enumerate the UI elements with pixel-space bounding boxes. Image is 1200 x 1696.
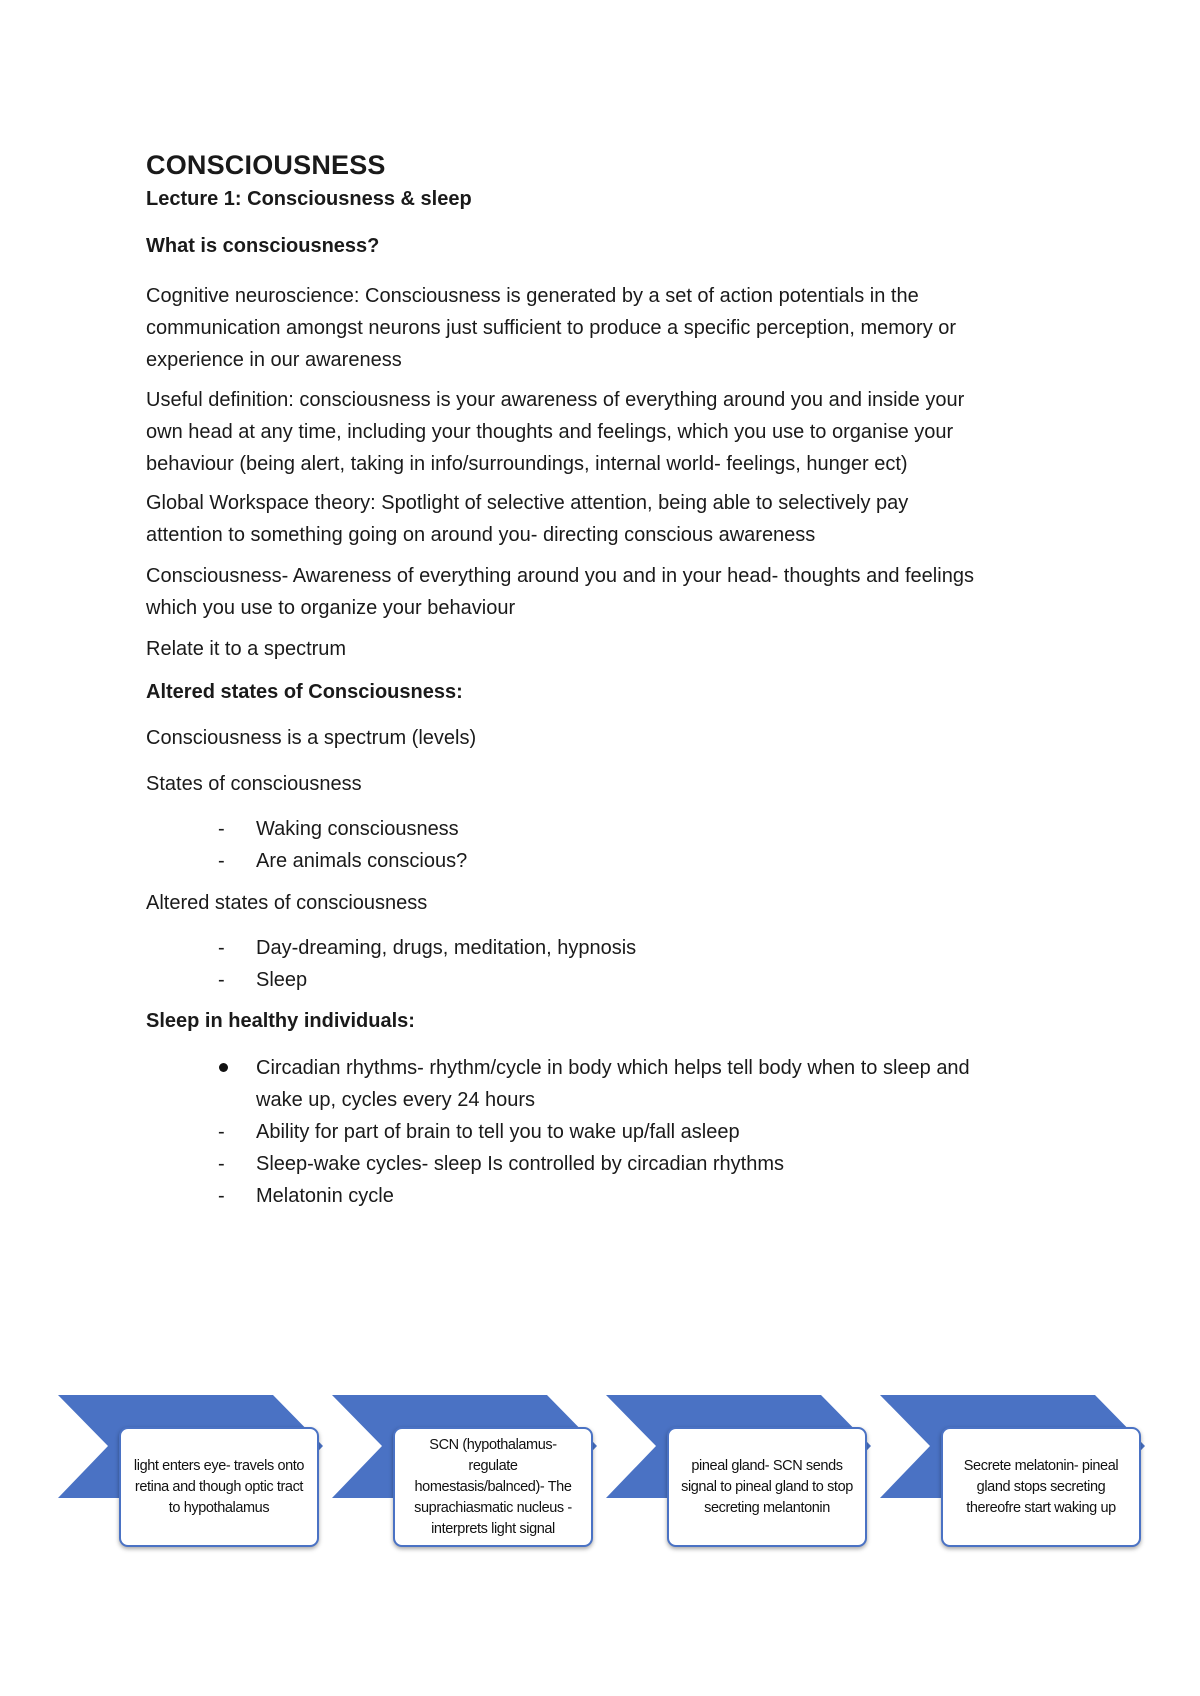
paragraph-useful-definition <box>146 384 1076 480</box>
document-title: CONSCIOUSNESS <box>146 150 386 180</box>
paragraph-line: Cognitive neuroscience: Consciousness is generated by a set of action potentials in the <box>146 285 919 307</box>
flow-step-box: Secrete melatonin- pineal gland stops secreting thereofre start waking up <box>941 1427 1141 1547</box>
paragraph-line: Consciousness- Awareness of everything around you and in your head- thoughts and feelings <box>146 565 974 587</box>
paragraph-line: Useful definition: consciousness is your awareness of everything around you and inside your <box>146 389 965 411</box>
flow-step-box: pineal gland- SCN sends signal to pineal gland to stop secreting melantonin <box>667 1427 867 1547</box>
dash-marker: - <box>218 850 225 872</box>
dash-marker: - <box>218 818 225 840</box>
sleep-heading: Sleep in healthy individuals: <box>146 1010 415 1032</box>
paragraph-cognitive-neuroscience <box>146 280 1076 376</box>
list-item-text <box>256 1052 1076 1116</box>
lecture-heading: Lecture 1: Consciousness & sleep <box>146 188 472 210</box>
bullet-icon <box>219 1063 228 1072</box>
paragraph-line: attention to something going on around you- directing conscious awareness <box>146 524 816 546</box>
list-item-line: Circadian rhythms- rhythm/cycle in body which helps tell body when to sleep and <box>256 1057 970 1079</box>
list-item-text: Sleep-wake cycles- sleep Is controlled by circadian rhythms <box>256 1153 784 1175</box>
paragraph-line: own head at any time, including your thoughts and feelings, which you use to organise your <box>146 421 954 443</box>
flow-step-box: SCN (hypothalamus-regulate homestasis/balnced)- The suprachiasmatic nucleus - interprets light signal <box>393 1427 593 1547</box>
altered-states-heading: Altered states of Consciousness: <box>146 681 463 703</box>
list-item <box>146 1052 1076 1116</box>
paragraph-states: States of consciousness <box>146 773 362 795</box>
list-item-text: Waking consciousness <box>256 818 459 840</box>
paragraph-consciousness-definition <box>146 560 1076 624</box>
dash-marker: - <box>218 1121 225 1143</box>
paragraph-spectrum-levels: Consciousness is a spectrum (levels) <box>146 727 477 749</box>
paragraph-line: which you use to organize your behaviour <box>146 597 516 619</box>
list-item-text: Ability for part of brain to tell you to wake up/fall asleep <box>256 1121 740 1143</box>
dash-marker: - <box>218 1153 225 1175</box>
dash-marker: - <box>218 1185 225 1207</box>
process-flow-diagram <box>0 1395 1200 1575</box>
paragraph-global-workspace <box>146 487 1076 551</box>
paragraph-spectrum: Relate it to a spectrum <box>146 638 347 660</box>
list-item-text: Sleep <box>256 969 308 991</box>
question-heading: What is consciousness? <box>146 235 380 257</box>
paragraph-line: Global Workspace theory: Spotlight of selective attention, being able to selectively pay <box>146 492 909 514</box>
dash-marker: - <box>218 969 225 991</box>
paragraph-altered-states: Altered states of consciousness <box>146 892 428 914</box>
list-item-text: Melatonin cycle <box>256 1185 394 1207</box>
paragraph-line: communication amongst neurons just sufficient to produce a specific perception, memory or <box>146 317 957 339</box>
list-item-text: Day-dreaming, drugs, meditation, hypnosis <box>256 937 637 959</box>
list-item-text: Are animals conscious? <box>256 850 468 872</box>
flow-step-box: light enters eye- travels onto retina and though optic tract to hypothalamus <box>119 1427 319 1547</box>
dash-marker: - <box>218 937 225 959</box>
list-item-line: wake up, cycles every 24 hours <box>256 1089 536 1111</box>
paragraph-line: behaviour (being alert, taking in info/surroundings, internal world- feelings, hunger ect) <box>146 453 908 475</box>
paragraph-line: experience in our awareness <box>146 349 402 371</box>
